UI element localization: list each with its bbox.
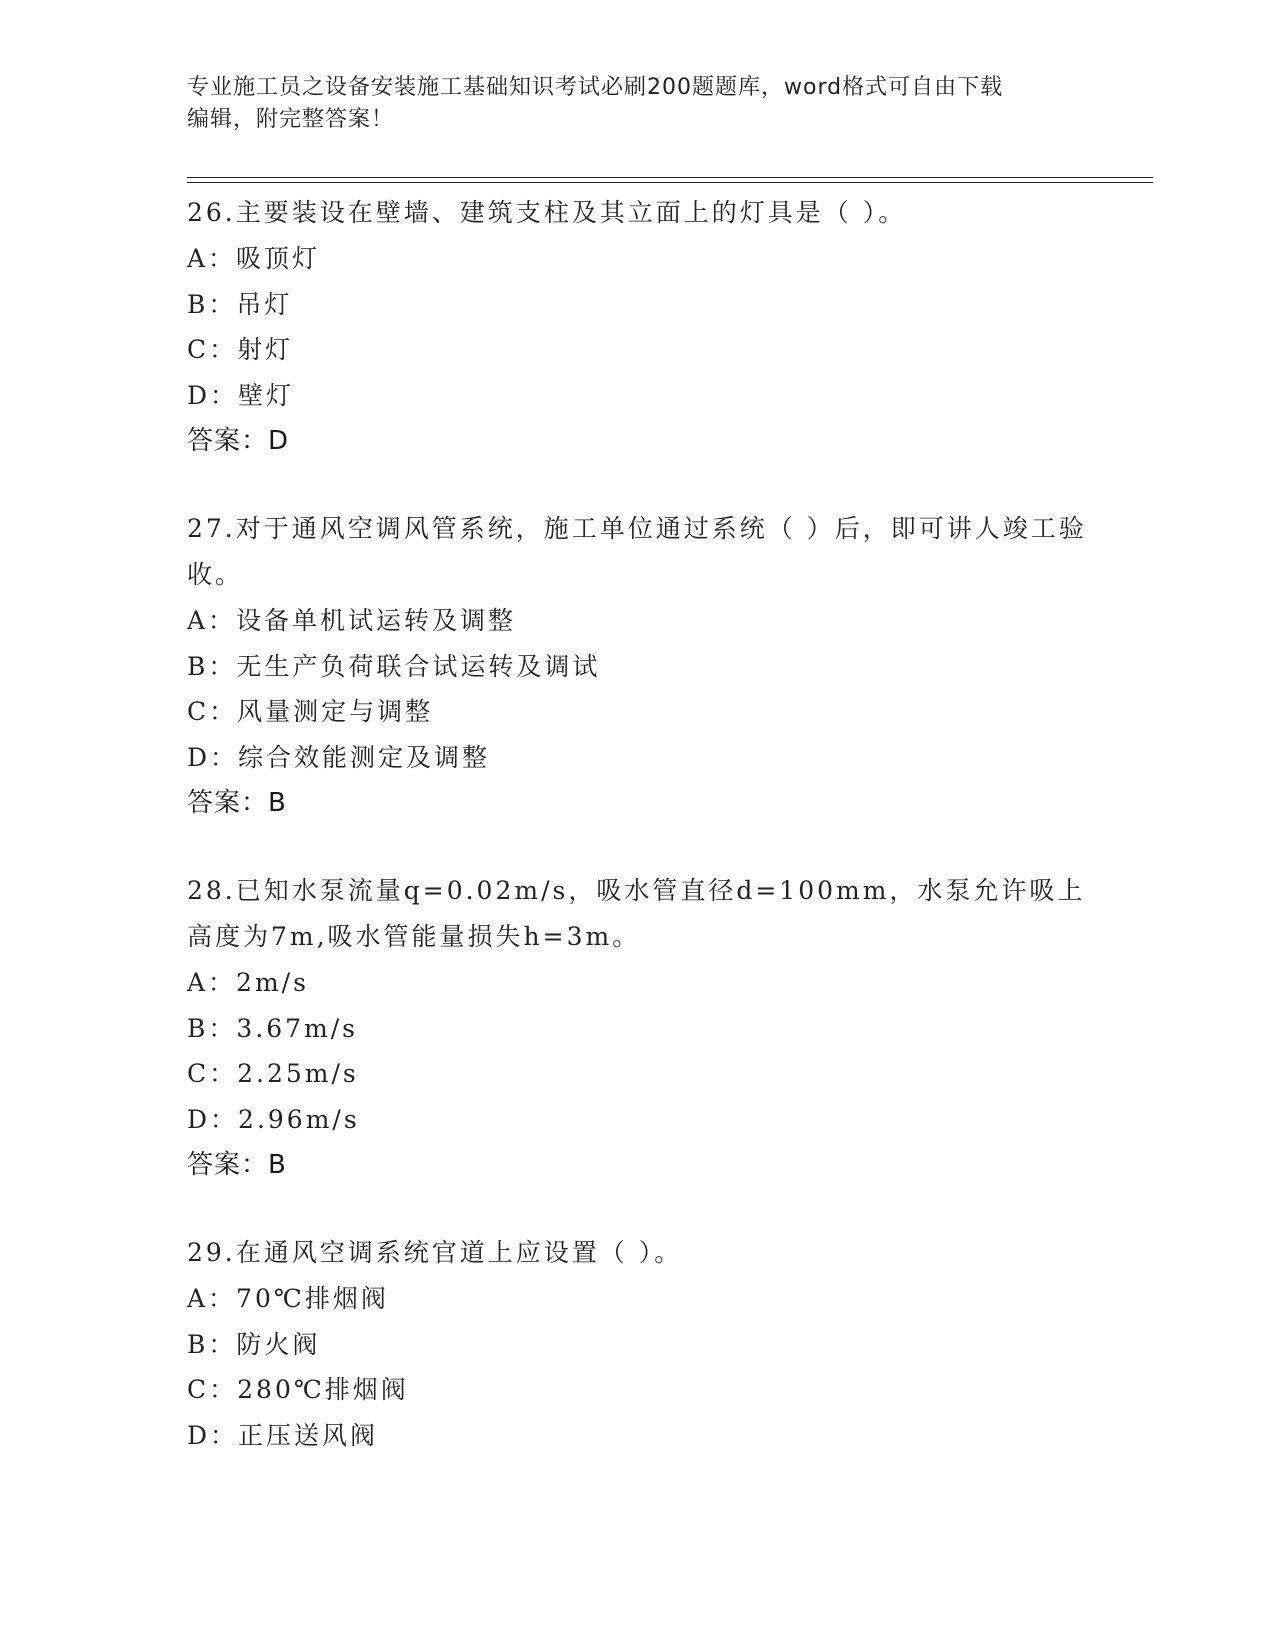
option-d: D：综合效能测定及调整 <box>187 742 491 772</box>
question-28 <box>187 868 1087 1188</box>
question-29 <box>187 1230 1087 1458</box>
header-divider-bottom <box>187 182 1153 183</box>
option-b: B：防火阀 <box>187 1329 321 1359</box>
option-c: C：280℃排烟阀 <box>187 1375 409 1404</box>
question-stem: 29.在通风空调系统官道上应设置（ ）。 <box>187 1238 683 1267</box>
answer-line: 答案：B <box>187 1150 287 1180</box>
option-a: A：2m/s <box>187 968 309 997</box>
document-header <box>187 72 1087 136</box>
question-stem: 27.对于通风空调风管系统，施工单位通过系统（ ）后，即可讲人竣工验收。 <box>187 514 1087 589</box>
header-line-1: 专业施工员之设备安装施工基础知识考试必刷200题题库，word格式可自由下载 <box>187 75 1004 100</box>
question-27 <box>187 506 1087 826</box>
answer-line: 答案：D <box>187 426 290 456</box>
option-a: A：吸顶灯 <box>187 244 321 273</box>
option-a: A：70℃排烟阀 <box>187 1284 389 1313</box>
option-c: C：2.25m/s <box>187 1059 359 1088</box>
question-stem: 26.主要装设在壁墙、建筑支柱及其立面上的灯具是（ ）。 <box>187 198 907 227</box>
question-26 <box>187 190 1087 464</box>
option-d: D：正压送风阀 <box>187 1420 379 1450</box>
question-list <box>187 190 1087 1500</box>
answer-line: 答案：B <box>187 788 287 818</box>
option-a: A：设备单机试运转及调整 <box>187 606 517 635</box>
header-divider-top <box>187 177 1153 178</box>
option-d: D：壁灯 <box>187 380 295 410</box>
header-line-2: 编辑，附完整答案！ <box>187 107 395 132</box>
option-b: B：吊灯 <box>187 289 293 319</box>
option-b: B：3.67m/s <box>187 1013 358 1043</box>
option-b: B：无生产负荷联合试运转及调试 <box>187 651 601 681</box>
option-c: C：射灯 <box>187 335 294 364</box>
question-stem: 28.已知水泵流量q=0.02m/s，吸水管直径d=100mm，水泵允许吸上高度为7m,吸水管能量损失h=3m。 <box>187 876 1086 951</box>
option-d: D：2.96m/s <box>187 1104 360 1134</box>
option-c: C：风量测定与调整 <box>187 697 434 726</box>
